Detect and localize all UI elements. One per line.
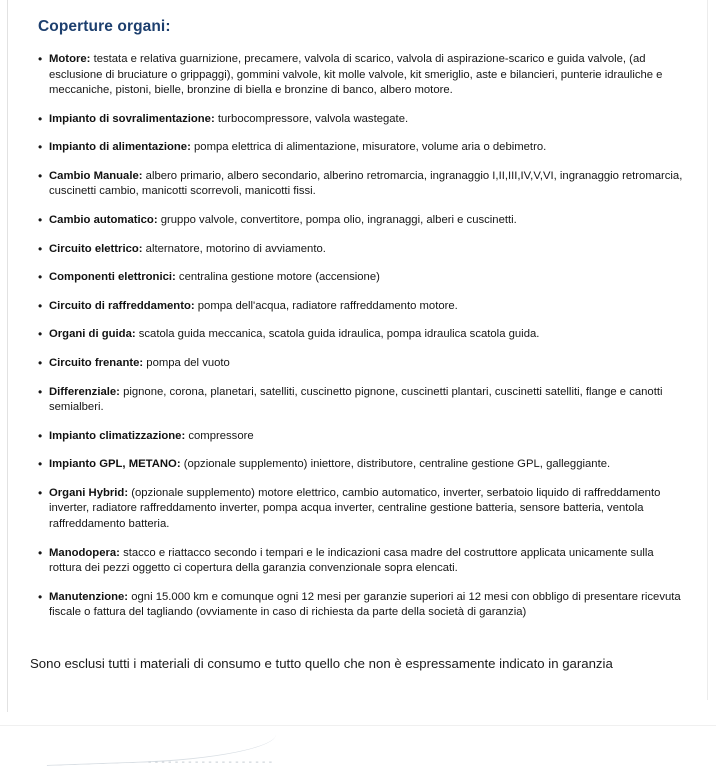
list-item-text: ogni 15.000 km e comunque ogni 12 mesi per garanzie superiori ai 12 mesi con obbligo di presentare ricevuta fiscale o fattura del tagliando (ovviamente in caso di richiesta da parte della società di garanzia) — [49, 590, 681, 619]
list-item-text: scatola guida meccanica, scatola guida idraulica, pompa idraulica scatola guida. — [138, 328, 540, 341]
list-item-label: Differenziale: — [49, 385, 120, 398]
list-item-label: Circuito frenante: — [49, 356, 144, 369]
list-item — [38, 327, 686, 343]
list-item — [38, 486, 686, 533]
scan-edge-right — [707, 0, 708, 700]
page-bottom-band — [0, 725, 716, 768]
list-item-label: Manodopera: — [49, 546, 120, 559]
list-item — [38, 546, 686, 577]
scan-edge-left — [7, 0, 8, 712]
list-item-label: Impianto di sovralimentazione: — [49, 112, 215, 125]
list-item-text: pompa del vuoto — [146, 356, 230, 369]
list-item-text: turbocompressore, valvola wastegate. — [217, 112, 409, 125]
list-item — [38, 429, 686, 445]
list-item — [38, 52, 686, 99]
list-item — [38, 299, 686, 315]
list-item — [38, 169, 686, 200]
list-item-text: pompa dell'acqua, radiatore raffreddamento motore. — [197, 299, 458, 312]
list-item-text: alternatore, motorino di avviamento. — [145, 242, 326, 255]
list-item-text: gruppo valvole, convertitore, pompa olio, ingranaggi, alberi e cuscinetti. — [160, 214, 517, 227]
list-item-label: Circuito di raffreddamento: — [49, 299, 195, 312]
list-item-text: (opzionale supplemento) iniettore, distributore, centraline gestione GPL, galleggiante. — [183, 458, 611, 471]
list-item — [38, 590, 686, 621]
list-item-label: Impianto GPL, METANO: — [49, 458, 181, 471]
list-item — [38, 270, 686, 286]
list-item — [38, 112, 686, 128]
list-item-label: Impianto climatizzazione: — [49, 429, 186, 442]
list-item-text: testata e relativa guarnizione, precamere, valvola di scarico, valvola di aspirazione-scarico e guida valvole, (ad esclusione di bruciature o grippaggi), gommini valvole, kit molle valvole, kit smeriglio, aste e bilancieri, punterie idrauliche e meccaniche, pistoni, bielle, bronzine di biella e bronzine di banco, albero motore. — [49, 53, 663, 97]
list-item-label: Componenti elettronici: — [49, 271, 176, 284]
list-item-text: stacco e riattacco secondo i tempari e le indicazioni casa madre del costruttore applicata unicamente sulla rottura dei pezzi oggetto ci copertura della garanzia convenzionale sopra elencati. — [49, 546, 654, 575]
list-item-label: Impianto di alimentazione: — [49, 141, 191, 154]
list-item-label: Cambio Manuale: — [49, 169, 143, 182]
list-item — [38, 457, 686, 473]
list-item — [38, 242, 686, 258]
list-item-text: (opzionale supplemento) motore elettrico, cambio automatico, inverter, serbatoio liquido di raffreddamento inverter, radiatore raffreddamento inverter, pompa acqua inverter, centraline gestione batteria, sensore batteria, ventola raffreddamento batteria. — [49, 486, 661, 530]
list-item-label: Cambio automatico: — [49, 214, 158, 227]
list-item-label: Organi di guida: — [49, 328, 136, 341]
list-item-text: compressore — [188, 429, 254, 442]
list-item-text: pompa elettrica di alimentazione, misuratore, volume aria o debimetro. — [194, 141, 547, 154]
list-item — [38, 385, 686, 416]
list-item-label: Circuito elettrico: — [49, 242, 143, 255]
coverage-list — [30, 52, 686, 621]
list-item-label: Organi Hybrid: — [49, 486, 129, 499]
list-item-label: Manutenzione: — [49, 590, 129, 603]
list-item-text: pignone, corona, planetari, satelliti, cuscinetto pignone, cuscinetti plantari, cuscinetti satelliti, flange e canotti semialberi. — [49, 385, 663, 414]
page-title: Coperture organi: — [38, 18, 171, 35]
list-item — [38, 140, 686, 156]
list-item — [38, 213, 686, 229]
exclusions-note: Sono esclusi tutti i materiali di consumo e tutto quello che non è espressamente indicato in garanzia — [30, 655, 613, 671]
list-item-label: Motore: — [49, 53, 91, 65]
list-item — [38, 356, 686, 372]
list-item-text: centralina gestione motore (accensione) — [178, 271, 380, 284]
scan-smudge-text: - - - - - - - - - - - - - - - - - - - — [148, 757, 273, 768]
list-item-text: albero primario, albero secondario, alberino retromarcia, ingranaggio I,II,III,IV,V,VI, ingranaggio retromarcia, cuscinetti cambio, manicotti scorrevoli, manicotti fissi. — [49, 169, 683, 198]
